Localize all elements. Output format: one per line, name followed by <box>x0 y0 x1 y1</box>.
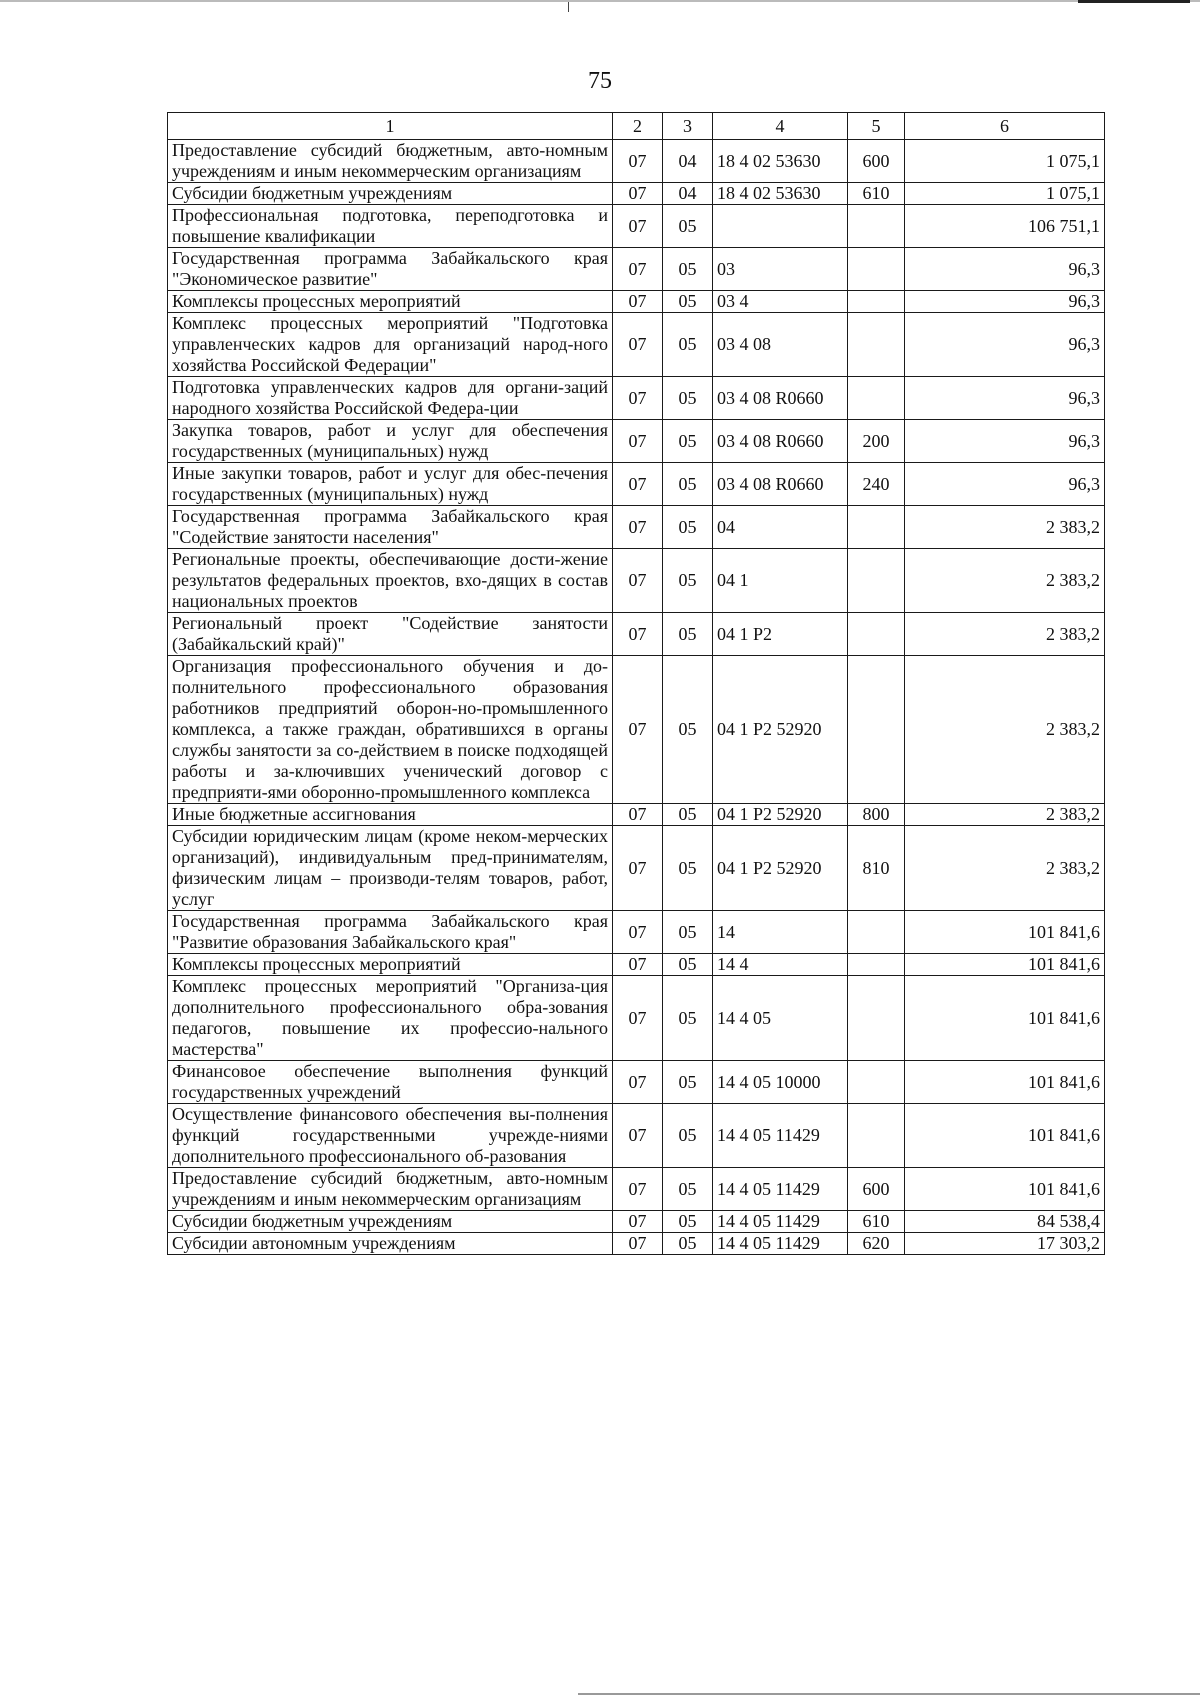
item-name-cell: Субсидии юридическим лицам (кроме неком-мерческих организаций), индивидуальным пред-принимателям, физическим лицам – производи-телям товаров, работ, услуг <box>168 826 613 911</box>
subsection-code-cell: 05 <box>663 656 713 804</box>
subsection-code-cell: 05 <box>663 313 713 377</box>
item-name-cell: Иные закупки товаров, работ и услуг для обес-печения государственных (муниципальных) нужд <box>168 463 613 506</box>
amount-cell: 96,3 <box>905 291 1105 313</box>
subsection-code-cell: 05 <box>663 911 713 954</box>
item-name-cell: Комплекс процессных мероприятий "Подготовка управленческих кадров для организаций народ-ного хозяйства Российской Федерации" <box>168 313 613 377</box>
expense-type-cell <box>848 1061 905 1104</box>
amount-cell: 101 841,6 <box>905 1061 1105 1104</box>
subsection-code-cell: 05 <box>663 613 713 656</box>
expense-type-cell <box>848 976 905 1061</box>
expense-type-cell <box>848 313 905 377</box>
target-article-cell: 14 4 05 <box>713 976 848 1061</box>
scan-mark <box>568 2 569 12</box>
target-article-cell <box>713 205 848 248</box>
expense-type-cell <box>848 248 905 291</box>
subsection-code-cell: 05 <box>663 1211 713 1233</box>
column-header-2: 2 <box>613 113 663 140</box>
table-row <box>168 463 1105 506</box>
column-header-1: 1 <box>168 113 613 140</box>
target-article-cell: 18 4 02 53630 <box>713 140 848 183</box>
section-code-cell: 07 <box>613 248 663 291</box>
amount-cell: 2 383,2 <box>905 549 1105 613</box>
amount-cell: 2 383,2 <box>905 613 1105 656</box>
expense-type-cell: 620 <box>848 1233 905 1255</box>
scan-edge-bottom <box>578 1693 1200 1695</box>
table-row <box>168 420 1105 463</box>
expense-type-cell: 600 <box>848 1168 905 1211</box>
amount-cell: 2 383,2 <box>905 826 1105 911</box>
item-name-cell: Государственная программа Забайкальского края "Развитие образования Забайкальского края" <box>168 911 613 954</box>
section-code-cell: 07 <box>613 140 663 183</box>
expense-type-cell <box>848 656 905 804</box>
expense-type-cell <box>848 549 905 613</box>
subsection-code-cell: 05 <box>663 420 713 463</box>
table-row <box>168 248 1105 291</box>
item-name-cell: Комплексы процессных мероприятий <box>168 954 613 976</box>
item-name-cell: Предоставление субсидий бюджетным, авто-номным учреждениям и иным некоммерческим организациям <box>168 1168 613 1211</box>
target-article-cell: 04 1 P2 52920 <box>713 804 848 826</box>
section-code-cell: 07 <box>613 463 663 506</box>
section-code-cell: 07 <box>613 291 663 313</box>
column-header-6: 6 <box>905 113 1105 140</box>
section-code-cell: 07 <box>613 506 663 549</box>
item-name-cell: Региональный проект "Содействие занятости (Забайкальский край)" <box>168 613 613 656</box>
amount-cell: 101 841,6 <box>905 976 1105 1061</box>
expense-type-cell <box>848 1104 905 1168</box>
subsection-code-cell: 05 <box>663 291 713 313</box>
amount-cell: 2 383,2 <box>905 804 1105 826</box>
subsection-code-cell: 05 <box>663 804 713 826</box>
table-row <box>168 1233 1105 1255</box>
section-code-cell: 07 <box>613 1168 663 1211</box>
item-name-cell: Государственная программа Забайкальского края "Содействие занятости населения" <box>168 506 613 549</box>
table-row <box>168 183 1105 205</box>
table-row <box>168 976 1105 1061</box>
item-name-cell: Иные бюджетные ассигнования <box>168 804 613 826</box>
table-row <box>168 1061 1105 1104</box>
target-article-cell: 14 4 05 11429 <box>713 1233 848 1255</box>
target-article-cell: 14 <box>713 911 848 954</box>
section-code-cell: 07 <box>613 205 663 248</box>
expense-type-cell <box>848 613 905 656</box>
expense-type-cell: 200 <box>848 420 905 463</box>
subsection-code-cell: 05 <box>663 1104 713 1168</box>
item-name-cell: Государственная программа Забайкальского края "Экономическое развитие" <box>168 248 613 291</box>
table-row <box>168 911 1105 954</box>
item-name-cell: Финансовое обеспечение выполнения функций государственных учреждений <box>168 1061 613 1104</box>
amount-cell: 2 383,2 <box>905 506 1105 549</box>
table-row <box>168 1168 1105 1211</box>
target-article-cell: 03 4 08 R0660 <box>713 420 848 463</box>
item-name-cell: Закупка товаров, работ и услуг для обеспечения государственных (муниципальных) нужд <box>168 420 613 463</box>
subsection-code-cell: 04 <box>663 140 713 183</box>
subsection-code-cell: 05 <box>663 1061 713 1104</box>
target-article-cell: 18 4 02 53630 <box>713 183 848 205</box>
amount-cell: 17 303,2 <box>905 1233 1105 1255</box>
expense-type-cell <box>848 954 905 976</box>
expense-type-cell <box>848 291 905 313</box>
target-article-cell: 03 <box>713 248 848 291</box>
item-name-cell: Осуществление финансового обеспечения вы-полнения функций государственными учрежде-ниями дополнительного профессионального об-разования <box>168 1104 613 1168</box>
table-row <box>168 377 1105 420</box>
amount-cell: 101 841,6 <box>905 1168 1105 1211</box>
amount-cell: 96,3 <box>905 463 1105 506</box>
item-name-cell: Предоставление субсидий бюджетным, авто-номным учреждениям и иным некоммерческим организациям <box>168 140 613 183</box>
item-name-cell: Подготовка управленческих кадров для органи-заций народного хозяйства Российской Федера-ции <box>168 377 613 420</box>
amount-cell: 84 538,4 <box>905 1211 1105 1233</box>
section-code-cell: 07 <box>613 183 663 205</box>
expense-type-cell: 600 <box>848 140 905 183</box>
amount-cell: 96,3 <box>905 313 1105 377</box>
section-code-cell: 07 <box>613 826 663 911</box>
subsection-code-cell: 05 <box>663 248 713 291</box>
section-code-cell: 07 <box>613 377 663 420</box>
item-name-cell: Субсидии бюджетным учреждениям <box>168 1211 613 1233</box>
target-article-cell: 14 4 05 10000 <box>713 1061 848 1104</box>
expense-type-cell: 810 <box>848 826 905 911</box>
subsection-code-cell: 05 <box>663 549 713 613</box>
expense-type-cell: 240 <box>848 463 905 506</box>
target-article-cell: 03 4 08 <box>713 313 848 377</box>
amount-cell: 96,3 <box>905 420 1105 463</box>
subsection-code-cell: 05 <box>663 506 713 549</box>
table-row <box>168 1211 1105 1233</box>
section-code-cell: 07 <box>613 976 663 1061</box>
subsection-code-cell: 05 <box>663 205 713 248</box>
table-row <box>168 313 1105 377</box>
section-code-cell: 07 <box>613 1061 663 1104</box>
column-header-3: 3 <box>663 113 713 140</box>
amount-cell: 2 383,2 <box>905 656 1105 804</box>
scan-edge-top <box>0 0 1200 2</box>
expense-type-cell <box>848 506 905 549</box>
table-row <box>168 826 1105 911</box>
amount-cell: 1 075,1 <box>905 140 1105 183</box>
subsection-code-cell: 05 <box>663 954 713 976</box>
section-code-cell: 07 <box>613 954 663 976</box>
scan-edge-top-right <box>1078 0 1190 3</box>
column-header-5: 5 <box>848 113 905 140</box>
subsection-code-cell: 04 <box>663 183 713 205</box>
amount-cell: 1 075,1 <box>905 183 1105 205</box>
expense-type-cell: 610 <box>848 1211 905 1233</box>
target-article-cell: 14 4 05 11429 <box>713 1168 848 1211</box>
subsection-code-cell: 05 <box>663 463 713 506</box>
table-row <box>168 205 1105 248</box>
target-article-cell: 14 4 05 11429 <box>713 1211 848 1233</box>
table-row <box>168 140 1105 183</box>
table-row <box>168 549 1105 613</box>
header-row <box>168 113 1105 140</box>
table-row <box>168 656 1105 804</box>
expense-type-cell: 800 <box>848 804 905 826</box>
subsection-code-cell: 05 <box>663 377 713 420</box>
target-article-cell: 14 4 <box>713 954 848 976</box>
target-article-cell: 03 4 08 R0660 <box>713 463 848 506</box>
target-article-cell: 03 4 <box>713 291 848 313</box>
section-code-cell: 07 <box>613 1233 663 1255</box>
section-code-cell: 07 <box>613 804 663 826</box>
target-article-cell: 03 4 08 R0660 <box>713 377 848 420</box>
section-code-cell: 07 <box>613 313 663 377</box>
item-name-cell: Комплекс процессных мероприятий "Организа-ция дополнительного профессионального обра-зования педагогов, повышение их профессио-нального мастерства" <box>168 976 613 1061</box>
amount-cell: 96,3 <box>905 248 1105 291</box>
amount-cell: 101 841,6 <box>905 954 1105 976</box>
target-article-cell: 14 4 05 11429 <box>713 1104 848 1168</box>
target-article-cell: 04 <box>713 506 848 549</box>
table-row <box>168 506 1105 549</box>
item-name-cell: Комплексы процессных мероприятий <box>168 291 613 313</box>
subsection-code-cell: 05 <box>663 1233 713 1255</box>
table-row <box>168 954 1105 976</box>
table-row <box>168 291 1105 313</box>
amount-cell: 96,3 <box>905 377 1105 420</box>
amount-cell: 106 751,1 <box>905 205 1105 248</box>
target-article-cell: 04 1 P2 <box>713 613 848 656</box>
section-code-cell: 07 <box>613 656 663 804</box>
expense-type-cell <box>848 377 905 420</box>
table-body <box>168 140 1105 1255</box>
table-row <box>168 804 1105 826</box>
expense-type-cell: 610 <box>848 183 905 205</box>
section-code-cell: 07 <box>613 1211 663 1233</box>
section-code-cell: 07 <box>613 420 663 463</box>
item-name-cell: Региональные проекты, обеспечивающие дости-жение результатов федеральных проектов, вхо-дящих в состав национальных проектов <box>168 549 613 613</box>
column-header-4: 4 <box>713 113 848 140</box>
section-code-cell: 07 <box>613 549 663 613</box>
expense-type-cell <box>848 911 905 954</box>
item-name-cell: Организация профессионального обучения и до-полнительного профессионального образования работников предприятий оборон-но-промышленного комплекса, а также граждан, обратившихся в органы службы занятости за со-действием в поиске подходящей работы и за-ключивших ученический договор с предприяти-ями оборонно-промышленного комплекса <box>168 656 613 804</box>
target-article-cell: 04 1 <box>713 549 848 613</box>
subsection-code-cell: 05 <box>663 976 713 1061</box>
subsection-code-cell: 05 <box>663 826 713 911</box>
item-name-cell: Субсидии автономным учреждениям <box>168 1233 613 1255</box>
target-article-cell: 04 1 P2 52920 <box>713 656 848 804</box>
item-name-cell: Профессиональная подготовка, переподготовка и повышение квалификации <box>168 205 613 248</box>
budget-table <box>167 112 1105 1255</box>
section-code-cell: 07 <box>613 1104 663 1168</box>
section-code-cell: 07 <box>613 613 663 656</box>
section-code-cell: 07 <box>613 911 663 954</box>
table-row <box>168 613 1105 656</box>
subsection-code-cell: 05 <box>663 1168 713 1211</box>
table-row <box>168 1104 1105 1168</box>
item-name-cell: Субсидии бюджетным учреждениям <box>168 183 613 205</box>
expense-type-cell <box>848 205 905 248</box>
amount-cell: 101 841,6 <box>905 1104 1105 1168</box>
target-article-cell: 04 1 P2 52920 <box>713 826 848 911</box>
page-number: 75 <box>588 68 612 94</box>
amount-cell: 101 841,6 <box>905 911 1105 954</box>
